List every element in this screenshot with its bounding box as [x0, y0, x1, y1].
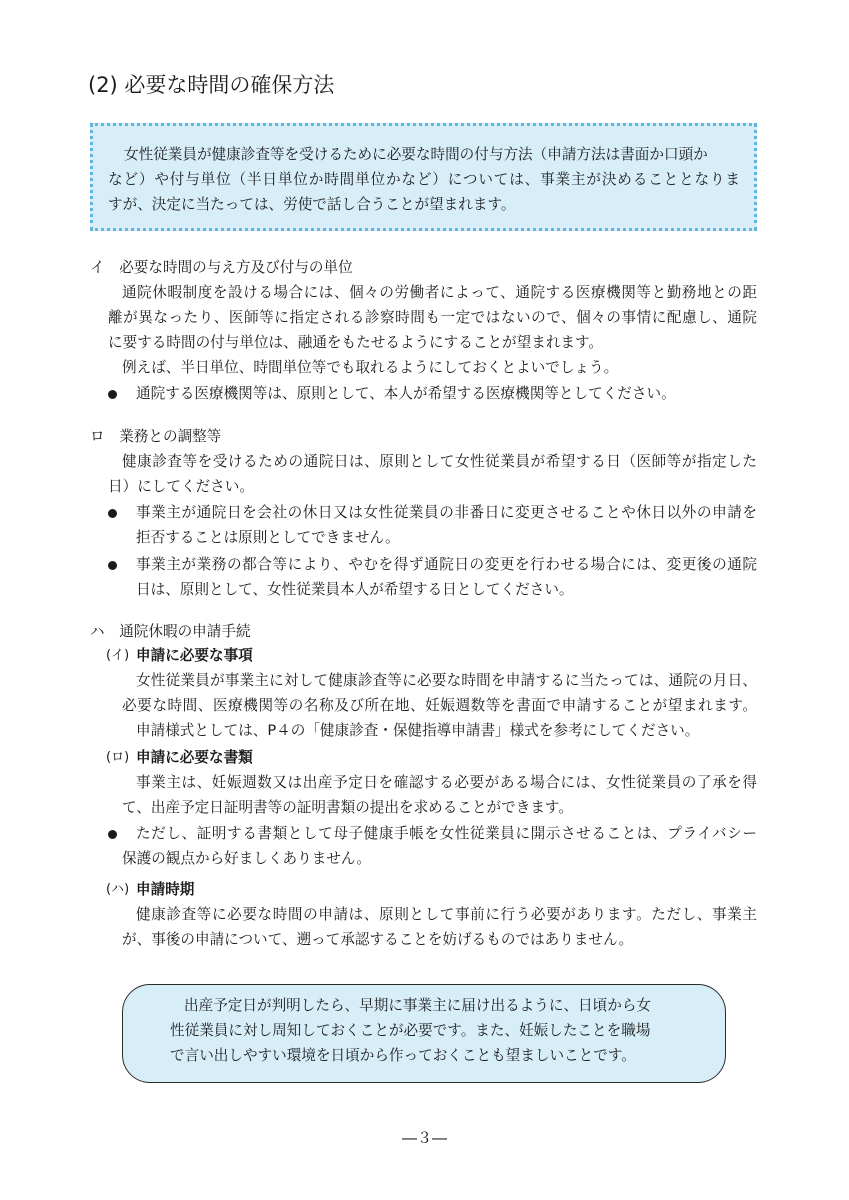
summary-line-1: 女性従業員が健康診査等を受けるために必要な時間の付与方法（申請方法は書面か口頭か — [124, 146, 708, 163]
section-ro-para-1: 健康診査等を受けるための通院日は、原則として女性従業員が希望する日（医師等が指定した — [122, 453, 757, 470]
section-ro-heading: ロ 業務との調整等 — [90, 428, 222, 445]
page-title: (2) 必要な時間の確保方法 — [88, 73, 335, 97]
summary-line-3: すが、決定に当たっては、労使で話し合うことが望まれます。 — [108, 196, 516, 213]
note-line-3: で言い出しやすい環境を日頃から作っておくことも望ましいことです。 — [170, 1047, 636, 1064]
section-i-para-1: 通院休暇制度を設ける場合には、個々の労働者によって、通院する医療機関等と勤務地との距 — [122, 284, 757, 301]
bullet-dot-icon — [108, 390, 117, 399]
subsection-a-para-1: 女性従業員が事業主に対して健康診査等に必要な時間を申請するに当たっては、通院の月日、 — [136, 672, 757, 689]
subsection-c-heading: 申請時期 — [136, 881, 195, 898]
subsection-b-bullet-line-1: ただし、証明する書類として母子健康手帳を女性従業員に開示させることは、プライバシー — [136, 825, 757, 842]
summary-line-2: など）や付与単位（半日単位か時間単位かなど）については、事業主が決めることとなりま — [108, 171, 740, 188]
section-ro-bullet2-line-1: 事業主が業務の都合等により、やむを得ず通院日の変更を行わせる場合には、変更後の通院 — [136, 556, 757, 573]
subsection-a-heading: 申請に必要な事項 — [136, 647, 253, 664]
section-ro-bullet2-line-2: 日は、原則として、女性従業員本人が希望する日としてください。 — [136, 581, 574, 598]
subsection-b-para-2: て、出産予定日証明書等の証明書類の提出を求めることができます。 — [122, 799, 573, 816]
subsection-c-para-2: が、事後の申請について、遡って承認することを妨げるものではありません。 — [122, 931, 634, 948]
section-i-example: 例えば、半日単位、時間単位等でも取れるようにしておくとよいでしょう。 — [122, 359, 619, 376]
subsection-b-bullet-line-2: 保護の観点から好ましくありません。 — [122, 850, 371, 867]
section-ro-bullet1-line-2: 拒否することは原則としてできません。 — [136, 529, 400, 546]
bullet-dot-icon — [108, 561, 117, 570]
subsection-c-marker: (ハ) — [106, 882, 130, 897]
subsection-a-para-2: 必要な時間、医療機関等の名称及び所在地、妊娠週数等を書面で申請することが望まれます。 — [122, 697, 757, 714]
section-i-para-3: に要する時間の付与単位は、融通をもたせるようにすることが望まれます。 — [108, 334, 604, 351]
section-ro-para-2: 日）にしてください。 — [108, 478, 254, 495]
section-ha-heading: ハ 通院休暇の申請手続 — [90, 623, 251, 640]
subsection-b-heading: 申請に必要な書類 — [136, 749, 253, 766]
note-line-2: 性従業員に対し周知しておくことが必要です。また、妊娠したことを職場 — [170, 1022, 651, 1039]
section-ro-bullet1-line-1: 事業主が通院日を会社の休日又は女性従業員の非番日に変更させることや休日以外の申請を — [136, 504, 757, 521]
subsection-a-marker: (イ) — [106, 648, 130, 663]
subsection-b-marker: (ロ) — [106, 750, 130, 765]
bullet-dot-icon — [108, 509, 117, 518]
section-i-bullet: 通院する医療機関等は、原則として、本人が希望する医療機関等としてください。 — [136, 385, 676, 402]
note-line-1: 出産予定日が判明したら、早期に事業主に届け出るように、日頃から女 — [184, 997, 652, 1014]
section-i-heading: イ 必要な時間の与え方及び付与の単位 — [90, 259, 353, 276]
section-i-para-2: 離が異なったり、医師等に指定される診察時間も一定ではないので、個々の事情に配慮し、通院 — [108, 309, 757, 326]
subsection-a-note: 申請様式としては、P４の「健康診査・保健指導申請書」様式を参考にしてください。 — [136, 722, 700, 739]
subsection-c-para-1: 健康診査等に必要な時間の申請は、原則として事前に行う必要があります。ただし、事業主 — [136, 906, 757, 923]
page-number: ―３― — [401, 1129, 447, 1147]
subsection-b-para-1: 事業主は、妊娠週数又は出産予定日を確認する必要がある場合には、女性従業員の了承を得 — [136, 774, 757, 791]
bullet-dot-icon — [108, 830, 117, 839]
